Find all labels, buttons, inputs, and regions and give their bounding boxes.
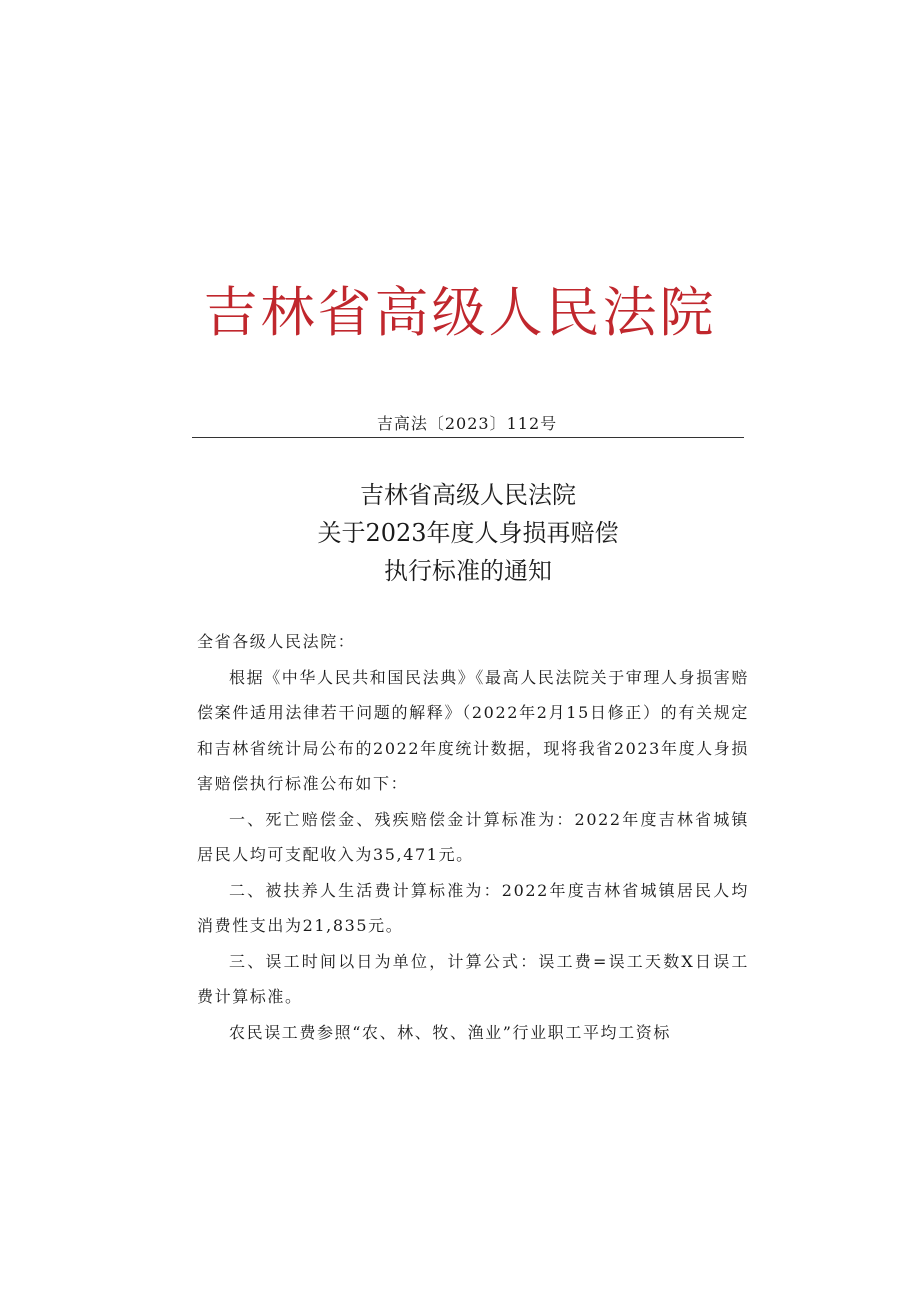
body-paragraph: 二、被扶养人生活费计算标准为：2022年度吉林省城镇居民人均消费性支出为21,835元。 [197, 880, 749, 935]
issuer-header: 吉林省高级人民法院 [203, 281, 717, 344]
body-paragraph: 三、误工时间以日为单位，计算公式：误工费=误工天数X日误工费计算标准。 [197, 951, 749, 1006]
body-paragraph: 一、死亡赔偿金、残疾赔偿金计算标准为：2022年度吉林省城镇居民人均可支配收入为35,471元。 [197, 809, 749, 864]
header-divider [192, 437, 744, 438]
salutation: 全省各级人民法院： [197, 632, 356, 651]
body-paragraph: 根据《中华人民共和国民法典》《最高人民法院关于审理人身损害赔偿案件适用法律若干问题的解释》（2022年2月15日修正）的有关规定和吉林省统计局公布的2022年度统计数据，现将我省2023年度人身损害赔偿执行标准公布如下： [197, 667, 750, 793]
document-number: 吉高法〔2023〕112号 [376, 414, 558, 433]
document-title [0, 476, 920, 590]
title-line-1: 吉林省高级人民法院 [360, 481, 576, 509]
document-body [197, 624, 749, 1050]
title-line-2: 关于2023年度人身损再赔偿 [317, 519, 619, 547]
title-line-3: 执行标准的通知 [384, 557, 552, 585]
body-paragraph: 农民误工费参照“农、林、牧、渔业”行业职工平均工资标 [229, 1022, 671, 1042]
